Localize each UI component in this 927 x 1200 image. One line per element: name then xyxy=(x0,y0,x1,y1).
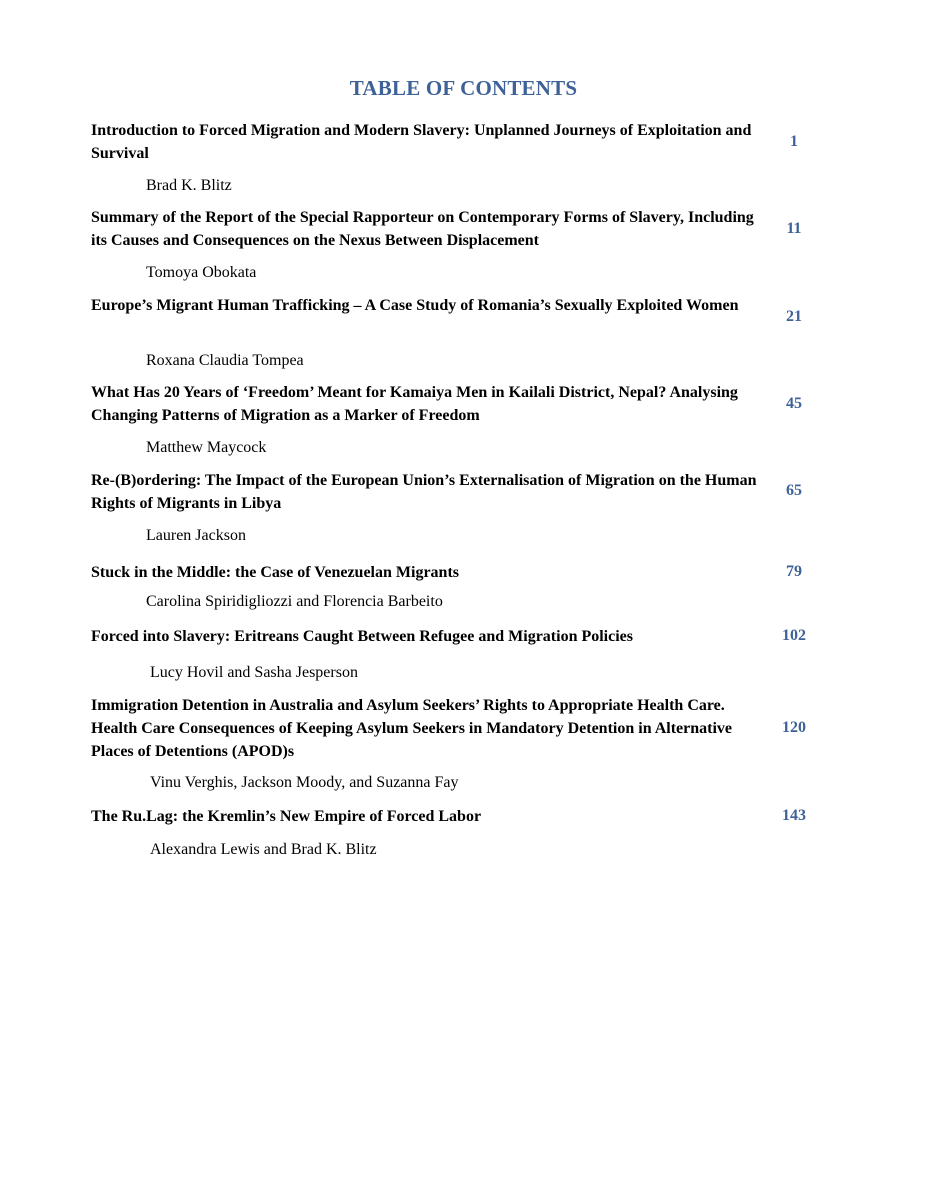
toc-entry-author: Lucy Hovil and Sasha Jesperson xyxy=(150,664,358,681)
toc-entry-page-number[interactable]: 21 xyxy=(786,308,802,325)
toc-entry-page-number[interactable]: 11 xyxy=(786,220,802,237)
toc-entry-title[interactable]: What Has 20 Years of ‘Freedom’ Meant for Kamaiya Men in Kailali District, Nepal? Analysing Changing Patterns of Migration as a Marker of Freedom xyxy=(91,384,738,424)
toc-entry-page-number[interactable]: 79 xyxy=(786,563,802,580)
toc-entry-title[interactable]: The Ru.Lag: the Kremlin’s New Empire of Forced Labor xyxy=(91,808,482,825)
toc-entry-author: Matthew Maycock xyxy=(146,439,267,456)
toc-entry-page-number[interactable]: 65 xyxy=(786,482,802,499)
toc-entry-author: Vinu Verghis, Jackson Moody, and Suzanna Fay xyxy=(150,774,459,791)
toc-heading: TABLE OF CONTENTS xyxy=(349,76,578,100)
toc-entry-page-number[interactable]: 143 xyxy=(782,807,806,824)
toc-entry-page-number[interactable]: 102 xyxy=(782,627,806,644)
toc-entry-title[interactable]: Introduction to Forced Migration and Modern Slavery: Unplanned Journeys of Exploitation and Survival xyxy=(91,122,752,162)
toc-entry-page-number[interactable]: 45 xyxy=(786,395,802,412)
toc-entry-author: Alexandra Lewis and Brad K. Blitz xyxy=(150,841,377,858)
toc-entry-title[interactable]: Summary of the Report of the Special Rapporteur on Contemporary Forms of Slavery, Including its Causes and Consequences on the Nexus Between Displacement xyxy=(91,209,754,249)
toc-entry-author: Roxana Claudia Tompea xyxy=(146,352,304,369)
toc-entry-author: Brad K. Blitz xyxy=(146,177,232,194)
toc-entry-author: Lauren Jackson xyxy=(146,527,246,544)
toc-entry-title[interactable]: Re-(B)ordering: The Impact of the European Union’s Externalisation of Migration on the Human Rights of Migrants in Libya xyxy=(91,472,757,512)
toc-entry-title[interactable]: Immigration Detention in Australia and Asylum Seekers’ Rights to Appropriate Health Care. Health Care Consequences of Keeping Asylum Seekers in Mandatory Detention in Alternative Places of Detentions (APOD)s xyxy=(91,697,733,760)
toc-entry-author: Carolina Spiridigliozzi and Florencia Barbeito xyxy=(146,593,443,610)
toc-entry-title[interactable]: Europe’s Migrant Human Trafficking – A Case Study of Romania’s Sexually Exploited Women xyxy=(91,297,739,314)
toc-entry-page-number[interactable]: 1 xyxy=(790,133,798,150)
toc-entry-page-number[interactable]: 120 xyxy=(782,719,806,736)
toc-entry-author: Tomoya Obokata xyxy=(146,264,257,281)
toc-entry-title[interactable]: Forced into Slavery: Eritreans Caught Between Refugee and Migration Policies xyxy=(91,628,633,645)
toc-entry-title[interactable]: Stuck in the Middle: the Case of Venezuelan Migrants xyxy=(91,564,459,581)
